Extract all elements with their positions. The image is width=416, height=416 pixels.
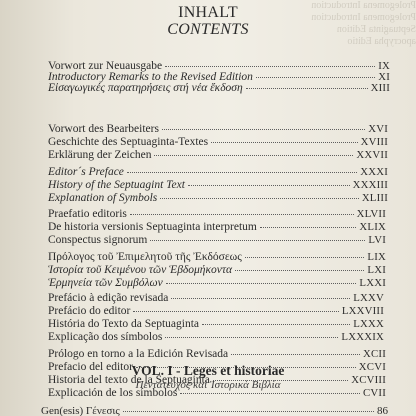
toc-entry-page: XLIX: [359, 221, 386, 233]
toc-entry-page: XCVI: [358, 361, 386, 373]
toc-entry-label: Ἱστορία τοῦ Κειμένου τῶν Ἑβδομήκοντα: [48, 264, 233, 276]
toc-entry-page: XXXIII: [352, 179, 388, 191]
toc-entry-page: XXVII: [356, 149, 388, 161]
toc-entry-label: Εἰσαγωγικές παρατηρήσεις στή νέα ἔκδοση: [48, 82, 243, 94]
volume-subtitle: Πεντάτευχος καὶ Ἱστορικὰ Βιβλία: [135, 379, 281, 391]
toc-entry[interactable]: [48, 292, 384, 304]
dot-leader: [150, 240, 365, 241]
toc-entry-label: Prefácio do editor: [48, 305, 131, 317]
toc-entry[interactable]: [48, 234, 386, 246]
toc-entry[interactable]: [48, 277, 386, 289]
toc-entry[interactable]: [48, 208, 386, 220]
toc-entry-label: Erklärung der Zeichen: [48, 149, 152, 161]
dot-leader: [171, 298, 350, 299]
toc-entry-label: Conspectus signorum: [48, 234, 148, 246]
toc-entry[interactable]: [48, 331, 384, 343]
toc-entry-page: XXXI: [360, 166, 388, 178]
dot-leader: [246, 88, 368, 89]
toc-entry-label: Editor´s Preface: [48, 166, 124, 178]
dot-leader: [245, 257, 365, 258]
dot-leader: [127, 172, 357, 173]
dot-leader: [166, 283, 357, 284]
contents-heading-english: CONTENTS: [167, 21, 249, 38]
toc-entry-page: LXXV: [353, 292, 384, 304]
dot-leader: [165, 337, 338, 338]
dot-leader: [133, 311, 338, 312]
dot-leader: [231, 354, 360, 355]
toc-entry[interactable]: [48, 251, 386, 263]
toc-entry-label: Explanation of Symbols: [48, 192, 158, 204]
toc-entry-label: Gen(esis) Γένεσις: [41, 405, 120, 416]
toc-entry-page: CVII: [363, 387, 386, 399]
toc-entry-label: História do Texto da Septuaginta: [48, 318, 200, 330]
toc-entry[interactable]: [48, 179, 388, 191]
dot-leader: [211, 142, 357, 143]
toc-entry-page: XLVII: [356, 208, 386, 220]
toc-entry-label: Vorwort zur Neuausgabe: [48, 60, 163, 72]
toc-entry-page: 86: [377, 405, 388, 416]
volume-title: VOL. I - Leges et historiae: [131, 363, 285, 378]
toc-entry-label: Explicação dos símbolos: [48, 331, 163, 343]
toc-entry-label: Praefatio editoris: [48, 208, 127, 220]
toc-entry-label: Explicación de los símbolos: [48, 387, 178, 399]
toc-entry[interactable]: [48, 348, 386, 360]
dot-leader: [188, 185, 350, 186]
toc-entry-page: LXXXIX: [341, 331, 384, 343]
dot-leader: [256, 77, 375, 78]
toc-entry[interactable]: [48, 136, 388, 148]
toc-entry[interactable]: [48, 221, 386, 233]
contents-heading-german: INHALT: [178, 4, 238, 21]
dot-leader: [260, 227, 357, 228]
toc-entry-page: XIII: [370, 82, 390, 94]
toc-entry-page: LXXX: [353, 318, 384, 330]
dot-leader: [154, 155, 353, 156]
toc-entry-page: XVIII: [360, 136, 388, 148]
toc-entry-label: Prefácio à edição revisada: [48, 292, 169, 304]
toc-entry-page: LXXVIII: [341, 305, 384, 317]
toc-entry[interactable]: [48, 192, 388, 204]
dot-leader: [235, 270, 364, 271]
dot-leader: [160, 198, 359, 199]
toc-entry-label: Vorwort des Bearbeiters: [48, 123, 159, 135]
toc-entry-page: LXI: [367, 264, 386, 276]
toc-entry-page: XI: [378, 71, 390, 83]
toc-entry[interactable]: [48, 82, 390, 94]
toc-entry-label: Introductory Remarks to the Revised Edition: [48, 71, 253, 83]
toc-entry[interactable]: [48, 318, 384, 330]
toc-entry-label: Prefacio del editor: [48, 361, 133, 373]
toc-entry-page: XLIII: [361, 192, 388, 204]
dot-leader: [165, 66, 375, 67]
toc-entry-label: Prólogo en torno a la Edición Revisada: [48, 348, 229, 360]
toc-entry[interactable]: [48, 123, 388, 135]
toc-entry[interactable]: [48, 264, 386, 276]
toc-entry-page: XVI: [368, 123, 388, 135]
toc-entry-label: De historia versionis Septuaginta interpretum: [48, 221, 257, 233]
toc-entry-page: XCII: [363, 348, 386, 360]
toc-entry[interactable]: [48, 149, 388, 161]
toc-entry-label: Historia del texto de la Septuaginta: [48, 374, 210, 386]
toc-entry[interactable]: [48, 305, 384, 317]
dot-leader: [180, 393, 360, 394]
toc-entry-page: LIX: [367, 251, 386, 263]
toc-entry-label: Geschichte des Septuaginta-Textes: [48, 136, 209, 148]
toc-entry-page: IX: [378, 60, 390, 72]
toc-entry-genesis[interactable]: [41, 405, 388, 416]
toc-entry-page: LVI: [368, 234, 386, 246]
dot-leader: [123, 411, 374, 412]
toc-entry-page: XCVIII: [351, 374, 386, 386]
toc-entry-label: Ἑρμηνεία τῶν Συμβόλων: [48, 277, 163, 289]
toc-entry-label: History of the Septuagint Text: [48, 179, 185, 191]
toc-entry-label: Πρόλογος τοῦ Ἐπιμελητοῦ τῆς Ἐκδόσεως: [48, 251, 242, 263]
dot-leader: [162, 129, 365, 130]
dot-leader: [130, 214, 354, 215]
toc-entry[interactable]: [48, 166, 388, 178]
toc-entry-page: LXXI: [359, 277, 386, 289]
show-through-text: Prolegomena Introduction Prolegomena Introduction Septuaginta Edition apocrypha Editio: [311, 0, 416, 47]
dot-leader: [202, 324, 350, 325]
